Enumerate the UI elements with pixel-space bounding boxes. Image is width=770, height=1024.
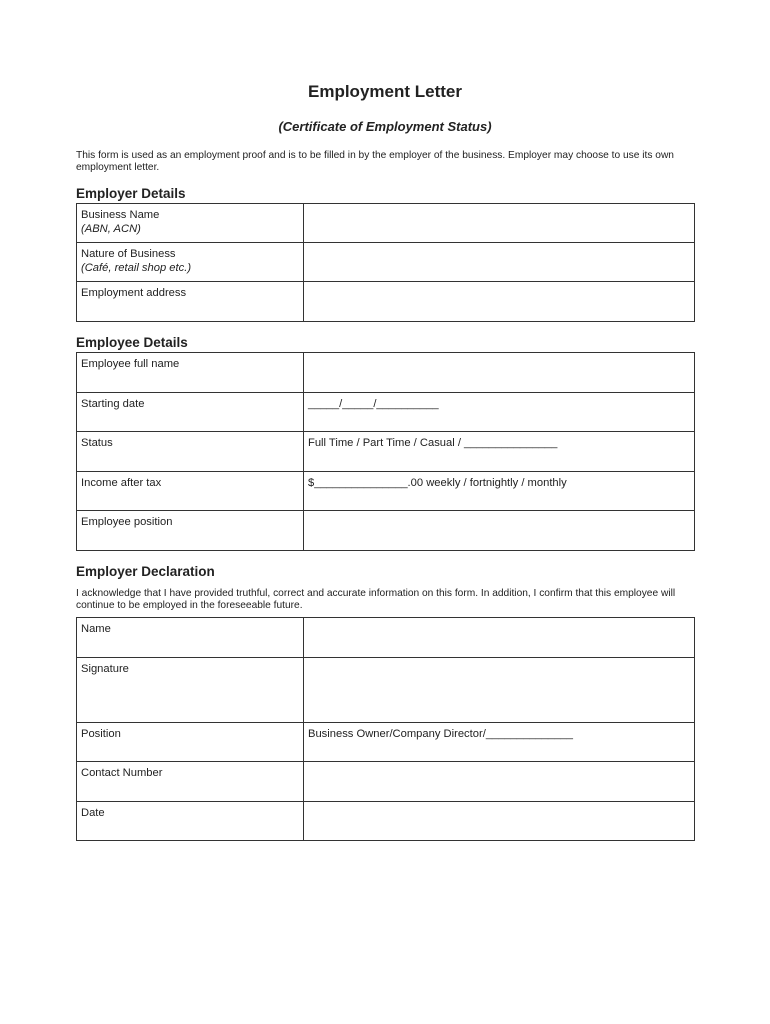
page-title: Employment Letter xyxy=(308,82,462,101)
income-after-tax-field[interactable]: $_______________.00 weekly / fortnightly / monthly xyxy=(304,472,695,511)
status-field[interactable]: Full Time / Part Time / Casual / _______________ xyxy=(304,432,695,472)
signature-field[interactable] xyxy=(304,658,695,723)
employee-full-name-label: Employee full name xyxy=(77,353,304,393)
nature-of-business-field[interactable] xyxy=(304,243,695,282)
page-subtitle: (Certificate of Employment Status) xyxy=(278,119,492,134)
contact-number-label: Contact Number xyxy=(77,762,304,802)
declaration-name-label: Name xyxy=(77,618,304,658)
employment-address-label-cell xyxy=(77,282,304,322)
table-row xyxy=(77,432,695,472)
signature-label: Signature xyxy=(77,658,304,723)
table-row xyxy=(77,243,695,282)
intro-text: This form is used as an employment proof and is to be filled in by the employer of the business. Employer may choose to use its own employment letter. xyxy=(76,150,674,173)
starting-date-label: Starting date xyxy=(77,393,304,432)
table-row xyxy=(77,802,695,841)
nature-of-business-sublabel: (Café, retail shop etc.) xyxy=(81,262,192,274)
employee-details-table xyxy=(76,352,695,551)
date-label: Date xyxy=(77,802,304,841)
employee-full-name-field[interactable] xyxy=(304,353,695,393)
table-row xyxy=(77,353,695,393)
table-row xyxy=(77,762,695,802)
table-row xyxy=(77,511,695,551)
table-row xyxy=(77,723,695,762)
business-name-sublabel: (ABN, ACN) xyxy=(81,223,141,235)
employer-details-table xyxy=(76,203,695,322)
contact-number-field[interactable] xyxy=(304,762,695,802)
table-row xyxy=(77,393,695,432)
table-row xyxy=(77,618,695,658)
employee-position-label: Employee position xyxy=(77,511,304,551)
table-row xyxy=(77,472,695,511)
date-field[interactable] xyxy=(304,802,695,841)
position-field[interactable]: Business Owner/Company Director/______________ xyxy=(304,723,695,762)
table-row xyxy=(77,282,695,322)
employment-address-label: Employment address xyxy=(81,287,187,299)
status-label: Status xyxy=(77,432,304,472)
employee-position-field[interactable] xyxy=(304,511,695,551)
employment-address-field[interactable] xyxy=(304,282,695,322)
declaration-name-field[interactable] xyxy=(304,618,695,658)
table-row xyxy=(77,658,695,723)
employer-declaration-table xyxy=(76,617,695,841)
business-name-label: Business Name xyxy=(81,209,160,221)
nature-of-business-label: Nature of Business xyxy=(81,248,176,260)
nature-of-business-label-cell xyxy=(77,243,304,282)
declaration-text: I acknowledge that I have provided truthful, correct and accurate information on this form. In addition, I confirm that this employee will continue to be employed in the foreseeable future. xyxy=(76,588,676,611)
business-name-field[interactable] xyxy=(304,204,695,243)
employee-details-heading: Employee Details xyxy=(76,335,188,350)
business-name-label-cell xyxy=(77,204,304,243)
table-row xyxy=(77,204,695,243)
employer-declaration-heading: Employer Declaration xyxy=(76,564,215,579)
income-after-tax-label: Income after tax xyxy=(77,472,304,511)
position-label: Position xyxy=(77,723,304,762)
employer-details-heading: Employer Details xyxy=(76,186,186,201)
starting-date-field[interactable]: _____/_____/__________ xyxy=(304,393,695,432)
